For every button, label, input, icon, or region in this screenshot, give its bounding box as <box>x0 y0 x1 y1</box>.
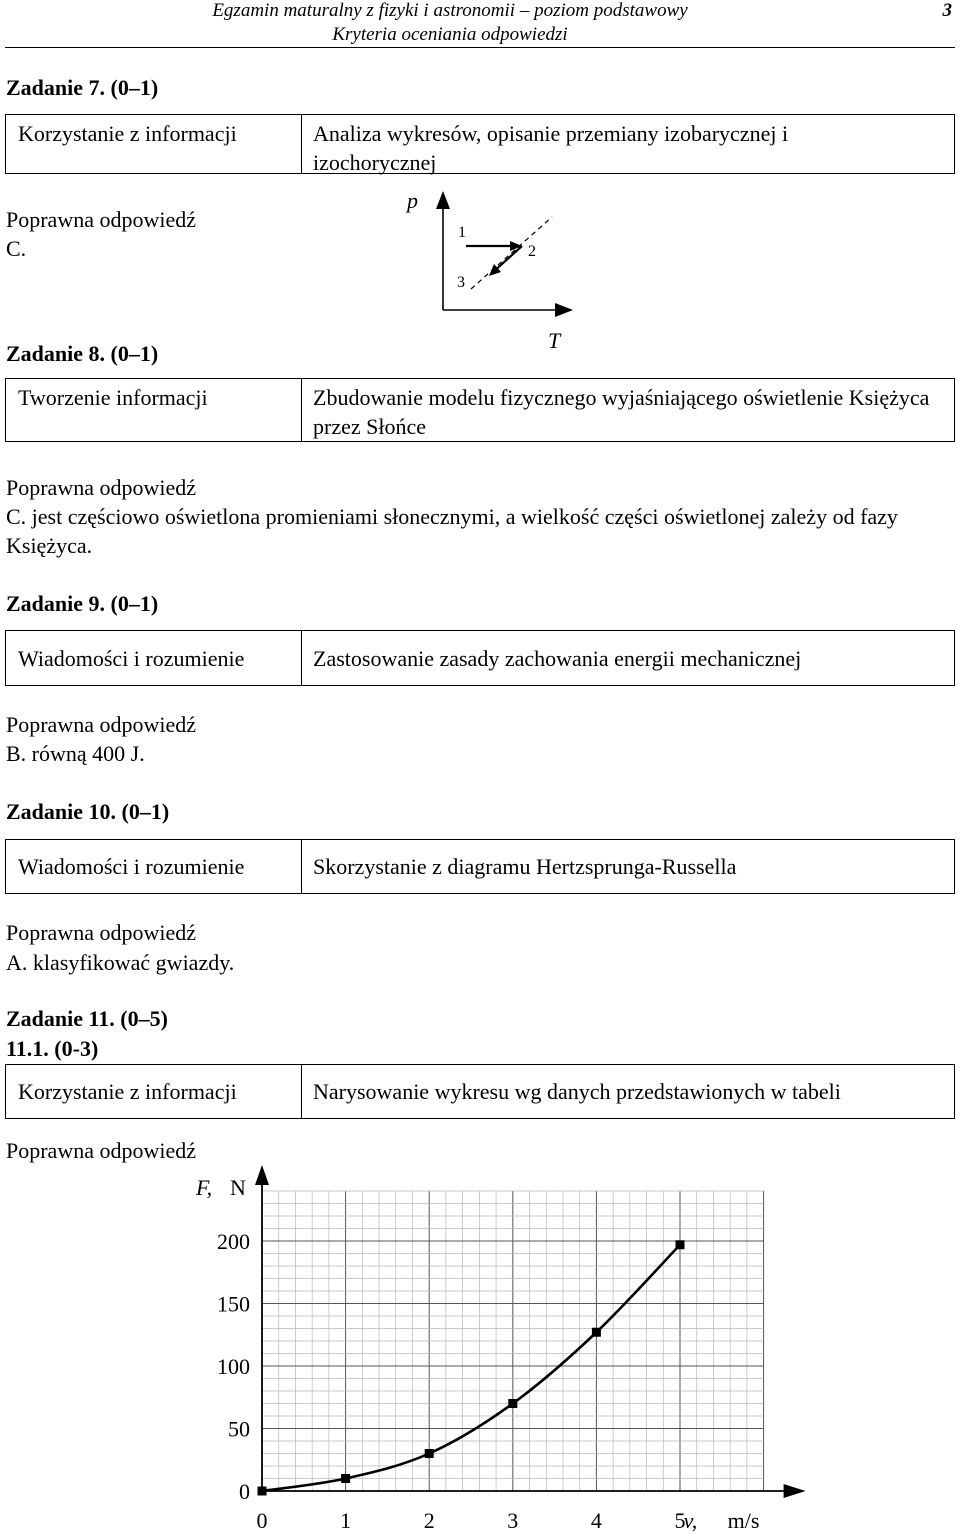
x-tick-label: 2 <box>423 1508 435 1533</box>
series-line <box>262 1245 680 1491</box>
pt-point-2: 2 <box>528 243 536 260</box>
task-7-category: Korzystanie z informacji <box>6 115 302 173</box>
task-11-subtitle: 11.1. (0-3) <box>6 1036 99 1061</box>
task-7-requirement: Analiza wykresów, opisanie przemiany izobarycznej i izochorycznej <box>313 121 789 175</box>
task-10-title: Zadanie 10. (0–1) <box>6 799 170 824</box>
x-tick-label: 4 <box>590 1508 602 1533</box>
task-11-category: Korzystanie z informacji <box>6 1065 302 1118</box>
y-axis-arrow <box>255 1165 269 1185</box>
x-tick-label: 3 <box>507 1508 519 1533</box>
data-point <box>508 1399 517 1408</box>
pt-isochore <box>471 217 552 289</box>
pt-T-label: T <box>548 328 561 353</box>
y-tick-label: 100 <box>217 1354 250 1379</box>
y-tick-label: 150 <box>217 1291 250 1317</box>
task-8-category: Tworzenie informacji <box>6 379 302 441</box>
pt-x-arrow <box>555 303 573 317</box>
pt-p-label: p <box>407 188 418 213</box>
task-9-category: Wiadomości i rozumienie <box>6 631 302 685</box>
y-axis-label-variable: F, <box>196 1175 213 1200</box>
x-axis-arrow <box>784 1484 806 1498</box>
x-tick-label: 0 <box>256 1508 268 1533</box>
data-point <box>258 1487 267 1496</box>
y-axis-label-unit: N <box>230 1175 246 1200</box>
y-tick-label: 0 <box>239 1479 250 1504</box>
pt-point-1: 1 <box>458 224 466 241</box>
task-11-answer-label: Poprawna odpowiedź <box>6 1138 197 1163</box>
task-10-answer: A. klasyfikować gwiazdy. <box>6 950 235 975</box>
task-7-title: Zadanie 7. (0–1) <box>6 75 159 100</box>
task-11-requirement: Narysowanie wykresu wg danych przedstawionych w tabeli <box>313 1079 841 1104</box>
page-number: 3 <box>942 0 952 21</box>
task-10-category: Wiadomości i rozumienie <box>6 840 302 893</box>
task-10-answer-label: Poprawna odpowiedź <box>6 920 197 945</box>
task-7-answer-label: Poprawna odpowiedź <box>6 207 197 232</box>
pt-arrow-1-2 <box>510 241 522 251</box>
pt-point-3: 3 <box>457 274 465 291</box>
task-10-requirement: Skorzystanie z diagramu Hertzsprunga-Russella <box>313 854 737 879</box>
task-7-answer: C. <box>6 236 27 261</box>
task-9-table <box>5 630 955 686</box>
force-velocity-chart <box>180 1165 840 1534</box>
task-11-table <box>5 1064 955 1119</box>
x-axis-label-unit: m/s <box>727 1508 760 1533</box>
x-tick-label: 1 <box>340 1508 352 1533</box>
task-8-answer: C. jest częściowo oświetlona promieniami słonecznymi, a wielkość części oświetlonej zależy od fazy Księżyca. <box>6 504 898 558</box>
task-8-table <box>5 378 955 442</box>
header-line-2: Kryteria oceniania odpowiedzi <box>332 24 568 45</box>
y-tick-label: 50 <box>228 1416 250 1442</box>
task-9-title: Zadanie 9. (0–1) <box>6 591 159 616</box>
pt-diagram <box>395 185 595 355</box>
task-8-answer-label: Poprawna odpowiedź <box>6 475 197 500</box>
data-point <box>592 1328 601 1337</box>
pt-y-arrow <box>436 191 450 209</box>
data-point <box>425 1449 434 1458</box>
task-8-title: Zadanie 8. (0–1) <box>6 341 159 366</box>
x-tick-label: 5 <box>674 1508 686 1533</box>
task-9-answer: B. równą 400 J. <box>6 741 145 766</box>
header-line-1: Egzamin maturalny z fizyki i astronomii – poziom podstawowy <box>212 0 688 21</box>
chart-grid <box>262 1191 764 1491</box>
task-7-table <box>5 114 955 174</box>
data-point <box>676 1240 685 1249</box>
task-10-table <box>5 839 955 894</box>
task-9-answer-label: Poprawna odpowiedź <box>6 712 197 737</box>
y-tick-label: 200 <box>217 1229 250 1254</box>
task-8-requirement: Zbudowanie modelu fizycznego wyjaśniającego oświetlenie Księżyca przez Słońce <box>313 385 930 439</box>
task-11-title: Zadanie 11. (0–5) <box>6 1006 168 1031</box>
chart-axes <box>255 1165 806 1498</box>
header-rule <box>5 47 955 48</box>
x-axis-label-variable: v, <box>683 1508 698 1533</box>
task-9-requirement: Zastosowanie zasady zachowania energii mechanicznej <box>313 645 802 671</box>
data-point <box>341 1474 350 1483</box>
